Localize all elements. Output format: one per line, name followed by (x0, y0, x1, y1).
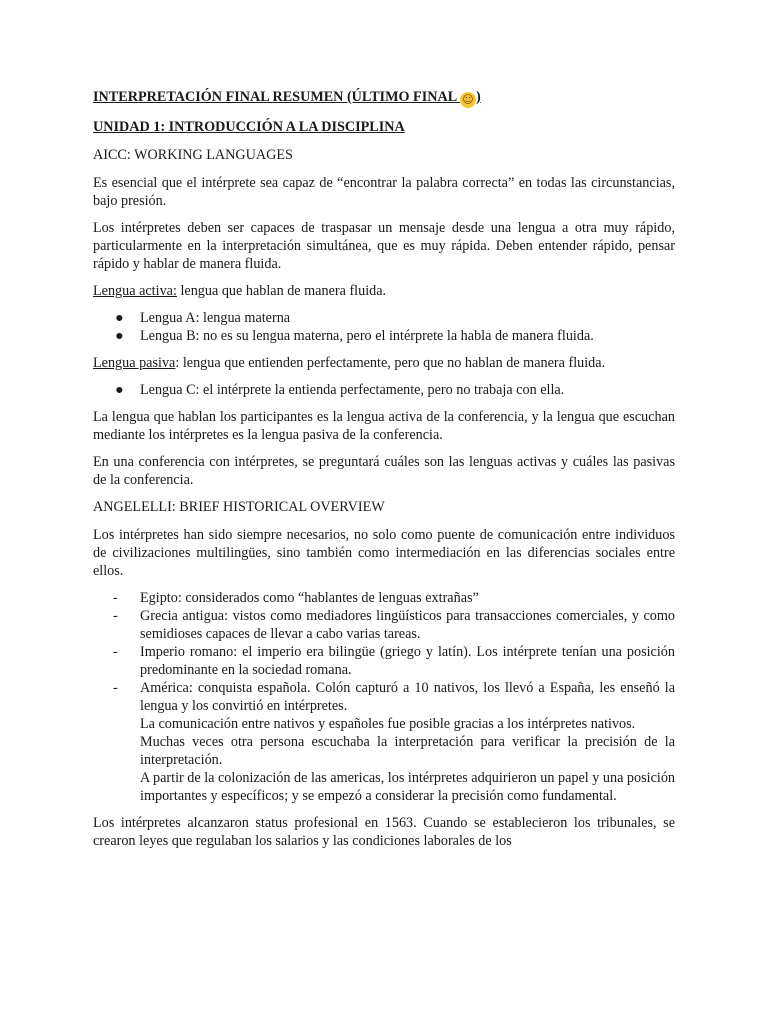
paragraph-5: Los intérpretes han sido siempre necesarios, no solo como puente de comunicación entre individuos de civilizaciones multilingües, sino también como intermediación en las diferencias sociales entre ellos. (93, 527, 675, 579)
bullet-icon: ● (115, 310, 124, 326)
paragraph-3: La lengua que hablan los participantes es la lengua activa de la conferencia, y la lengua que escuchan mediante los intérpretes es la lengua pasiva de la conferencia. (93, 409, 675, 443)
title-text: INTERPRETACIÓN FINAL RESUMEN (ÚLTIMO FINAL (93, 89, 460, 105)
paragraph-2: Los intérpretes deben ser capaces de traspasar un mensaje desde una lengua a otra muy rápido, particularmente en la interpretación simultánea, que es muy rápida. Deben entender rápido, pensar rápido y hablar de manera fluida. (93, 220, 675, 272)
section-heading-historical-overview: ANGELELLI: BRIEF HISTORICAL OVERVIEW (93, 499, 385, 515)
bullet-icon: ● (115, 328, 124, 344)
list-item (93, 643, 675, 679)
list-item-text: Imperio romano: el imperio era bilingüe (griego y latín). Los intérprete tenían una posición predominante en la sociedad romana. (140, 644, 675, 678)
title-close-paren: ) (475, 89, 481, 105)
list-item (93, 679, 675, 805)
list-item (93, 589, 675, 607)
passive-language-definition (93, 354, 675, 372)
document-page (93, 88, 675, 859)
passive-language-list (93, 381, 675, 399)
section-heading-working-languages: AICC: WORKING LANGUAGES (93, 147, 293, 163)
paragraph-4: En una conferencia con intérpretes, se preguntará cuáles son las lenguas activas y cuáles las pasivas de la conferencia. (93, 454, 675, 488)
list-item-continuation: La comunicación entre nativos y españoles fue posible gracias a los intérpretes nativos. (140, 716, 636, 732)
list-item (93, 309, 675, 327)
unit-title: UNIDAD 1: INTRODUCCIÓN A LA DISCIPLINA (93, 119, 405, 135)
dash-icon: - (113, 608, 118, 624)
dash-icon: - (113, 680, 118, 696)
active-language-text: lengua que hablan de manera fluida. (176, 283, 387, 299)
list-item-text: Lengua B: no es su lengua materna, pero el intérprete la habla de manera fluida. (140, 328, 594, 344)
list-item-text: Egipto: considerados como “hablantes de lenguas extrañas” (140, 590, 479, 606)
list-item (93, 327, 675, 345)
bullet-icon: ● (115, 382, 124, 398)
list-item-text: Lengua C: el intérprete la entienda perfectamente, pero no trabaja con ella. (140, 382, 565, 398)
dash-icon: - (113, 590, 118, 606)
list-item-text: Grecia antigua: vistos como mediadores lingüísticos para transacciones comerciales, y como semidioses capaces de llevar a cabo varias tareas. (140, 608, 675, 642)
passive-language-term: Lengua pasiva (93, 355, 176, 371)
list-item-text: América: conquista española. Colón capturó a 10 nativos, los llevó a España, les enseñó la lengua y los convirtió en intérpretes. (140, 680, 675, 714)
active-language-term: Lengua activa: (93, 283, 177, 299)
smiley-emoji-icon: ☺ (460, 92, 476, 108)
document-title (93, 88, 675, 108)
active-language-definition (93, 282, 675, 300)
active-language-list (93, 309, 675, 345)
list-item-continuation: Muchas veces otra persona escuchaba la interpretación para verificar la precisión de la interpretación. (140, 734, 675, 768)
paragraph-6: Los intérpretes alcanzaron status profesional en 1563. Cuando se establecieron los tribunales, se crearon leyes que regulaban los salarios y las condiciones laborales de los (93, 815, 675, 849)
passive-language-text: : lengua que entienden perfectamente, pero que no hablan de manera fluida. (175, 355, 606, 371)
history-list (93, 589, 675, 805)
list-item (93, 381, 675, 399)
list-item-continuation: A partir de la colonización de las americas, los intérpretes adquirieron un papel y una posición importantes y específicos; y se empezó a considerar la precisión como fundamental. (140, 770, 676, 804)
dash-icon: - (113, 644, 118, 660)
paragraph-1: Es esencial que el intérprete sea capaz de “encontrar la palabra correcta” en todas las circunstancias, bajo presión. (93, 175, 675, 209)
list-item (93, 607, 675, 643)
list-item-text: Lengua A: lengua materna (140, 310, 291, 326)
